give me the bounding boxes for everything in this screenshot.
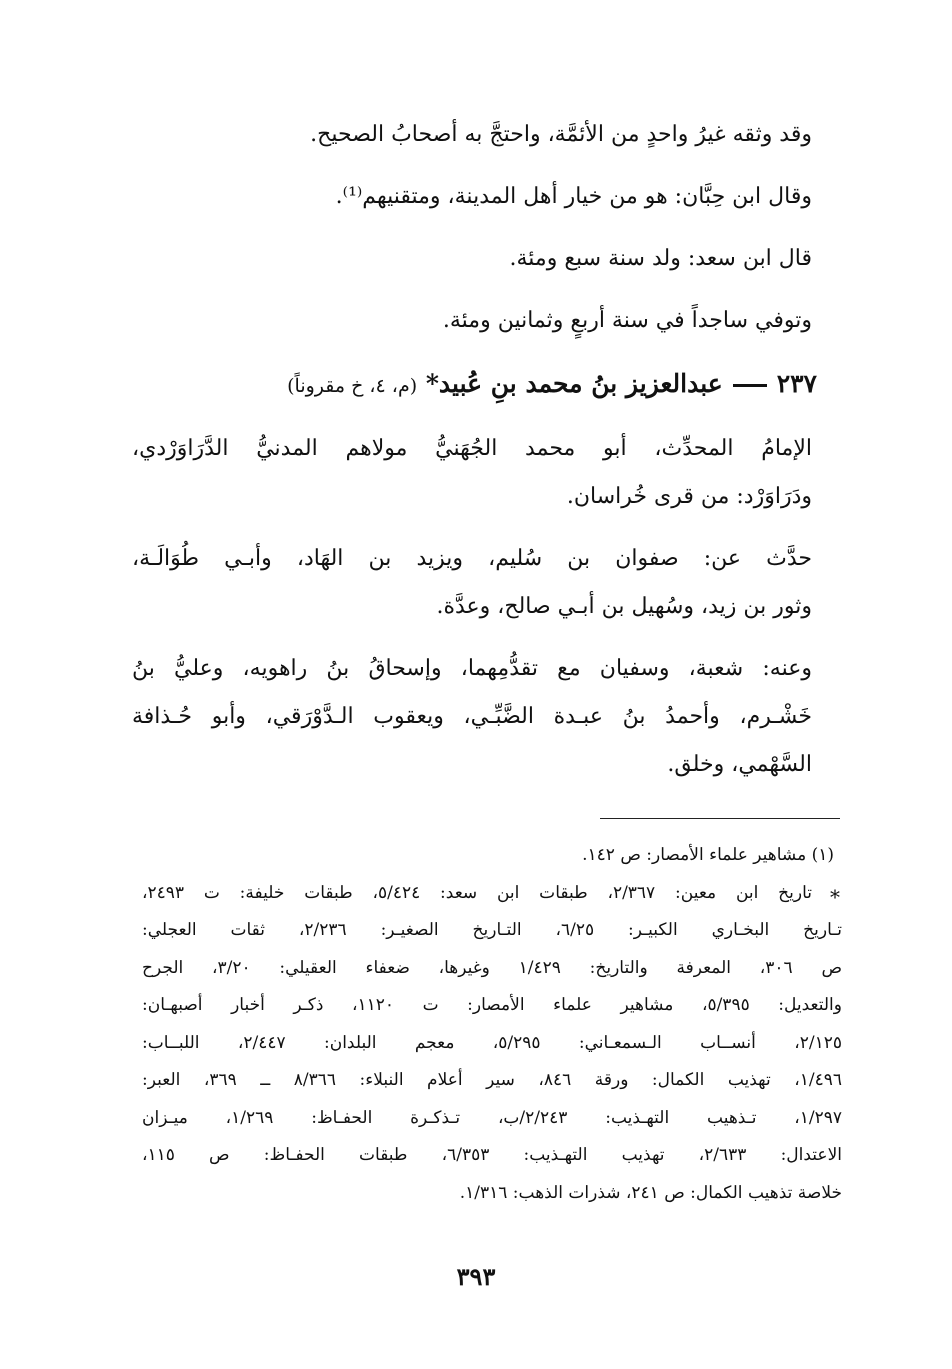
entry-name: عبدالعزيز بنُ محمد بنِ عُبيد* bbox=[425, 369, 723, 398]
heading-dash bbox=[733, 384, 767, 387]
sources-line-5: ٢/١٢٥، أنســاب الـسمعـاني: ٥/٢٩٥، معجم البلدان: ٢/٤٤٧، اللبــاب: bbox=[142, 1033, 842, 1053]
bio-line-1: الإمامُ المحدِّث، أبو محمد الجُهَنيُّ مولاهم المدنيُّ الدَّرَاوَرْدي، bbox=[132, 436, 812, 461]
bio-line-3: حدَّث عن: صفوان بن سُليم، ويزيد بن الهَاد، وأبـي طُوَالَـة، bbox=[132, 546, 812, 571]
bio-line-6: خَشْـرم، وأحمدُ بنُ عبـدة الضَّبِّـي، ويعقوب الـدَّوْرَقي، وأبو حُـذافة bbox=[132, 704, 812, 729]
page-number: ٣٩٣ bbox=[456, 1262, 496, 1291]
body-line-1: وقد وثقه غيرُ واحدٍ من الأئمَّة، واحتجَّ به أصحابُ الصحيح. bbox=[310, 122, 812, 147]
bio-line-7: السَّهْمي، وخلق. bbox=[667, 752, 812, 777]
sources-line-8: الاعتدال: ٢/٦٣٣، تهذيب التهـذيب: ٦/٣٥٣، طبقات الحفـاظ: ص ١١٥، bbox=[142, 1145, 842, 1165]
footnote-rule bbox=[600, 818, 840, 819]
sources-line-9: خلاصة تذهيب الكمال: ص ٢٤١، شذرات الذهب: ١/٣١٦. bbox=[459, 1183, 842, 1203]
body-line-4: وتوفي ساجداً في سنة أربعٍ وثمانين ومئة. bbox=[442, 308, 812, 333]
body-line-3: قال ابن سعد: ولد سنة سبع ومئة. bbox=[509, 246, 812, 271]
sources-line-7: ١/٢٩٧، تـذهيب التهـذيب: ٢/٢٤٣/ب، تـذكـرة الحفـاظ: ١/٢٦٩، ميـزان bbox=[142, 1108, 843, 1128]
footnote-star: * bbox=[830, 885, 840, 909]
sources-line-1: تاريخ ابن معين: ٢/٣٦٧، طبقات ابن سعد: ٥/٤٢٤، طبقات خليفة: ت ٢٤٩٣، bbox=[142, 883, 812, 903]
bio-line-4: وثور بن زيد، وسُهيل بن أبـي صالح، وعدَّة. bbox=[436, 594, 812, 619]
bio-line-2: ودَرَاوَرْد: من قرى خُراسان. bbox=[566, 484, 812, 509]
sources-line-6: ١/٤٩٦، تهذيب الكمال: ورقة ٨٤٦، سير أعلام النبلاء: ٨/٣٦٦ ــ ٣٦٩، العبر: bbox=[142, 1070, 842, 1090]
body-line-2: وقال ابن حِبَّان: هو من خيار أهل المدينة، ومتقنيهم⁽¹⁾. bbox=[335, 184, 812, 209]
footnote-1: (١) مشاهير علماء الأمصار: ص ١٤٢. bbox=[582, 845, 834, 865]
entry-codes: (م، ٤، خ مقروناً) bbox=[287, 375, 418, 397]
entry-number: ٢٣٧ bbox=[776, 369, 817, 398]
bio-line-5: وعنه: شعبة، وسفيان مع تقدُّمِهما، وإسحاقُ بنُ راهويه، وعليُّ بنُ bbox=[132, 656, 812, 681]
entry-heading bbox=[117, 364, 817, 406]
sources-line-4: والتعديل: ٥/٣٩٥، مشاهير علماء الأمصار: ت ١١٢٠، ذكـر أخبار أصبهـان: bbox=[142, 995, 842, 1015]
sources-line-3: ص ٣٠٦، المعرفة والتاريخ: ١/٤٢٩ وغيرها، ضعفاء العقيلي: ٣/٢٠، الجرح bbox=[142, 958, 842, 978]
sources-line-2: تـاريخ البخـاري الكبيـر: ٦/٢٥، التـاريخ الصغيـر: ٢/٢٣٦، ثقات العجلي: bbox=[142, 920, 842, 940]
